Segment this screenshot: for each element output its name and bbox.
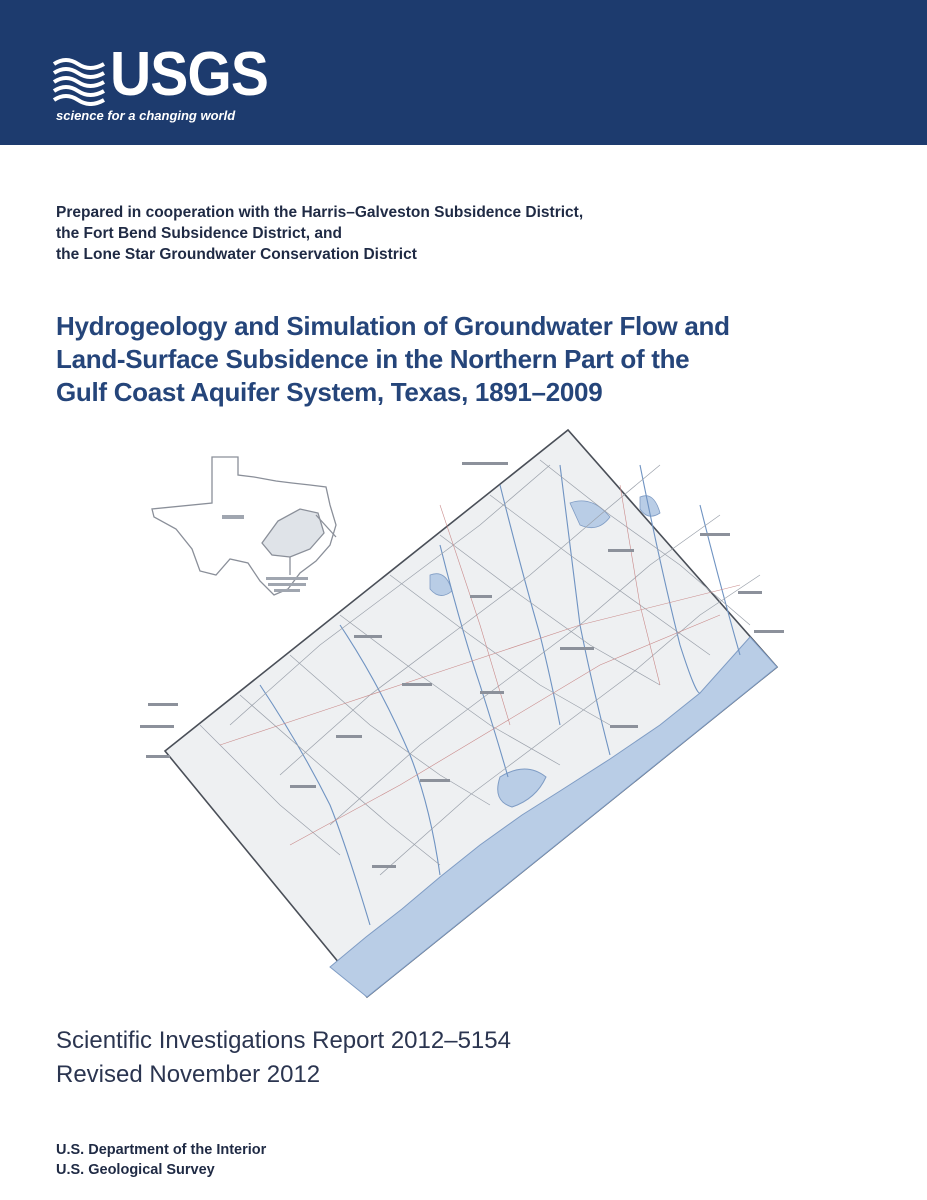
usgs-header-banner [0, 0, 927, 145]
report-title-line: Gulf Coast Aquifer System, Texas, 1891–2009 [56, 377, 603, 407]
cooperation-line: the Fort Bend Subsidence District, and [56, 225, 342, 242]
cooperation-line: the Lone Star Groundwater Conservation District [56, 246, 417, 263]
report-title-line: Hydrogeology and Simulation of Groundwater Flow and [56, 311, 730, 341]
department-name: U.S. Department of the Interior [56, 1142, 267, 1158]
texas-outline-inset-map [152, 457, 336, 595]
report-series-number: Scientific Investigations Report 2012–5154 [56, 1027, 511, 1054]
survey-name: U.S. Geological Survey [56, 1162, 215, 1178]
report-title [56, 310, 876, 409]
cooperation-line: Prepared in cooperation with the Harris–Galveston Subsidence District, [56, 204, 584, 221]
report-revision-date: Revised November 2012 [56, 1061, 321, 1088]
usgs-logo-text: USGS [110, 40, 268, 109]
cooperation-statement [56, 202, 856, 265]
agency-block [56, 1140, 556, 1180]
report-series-block [56, 1024, 756, 1092]
study-area-map [140, 425, 800, 1005]
usgs-tagline: science for a changing world [56, 108, 236, 123]
usgs-wave-mark-icon [52, 54, 106, 106]
usgs-logo [52, 40, 268, 130]
report-title-line: Land-Surface Subsidence in the Northern Part of the [56, 344, 690, 374]
